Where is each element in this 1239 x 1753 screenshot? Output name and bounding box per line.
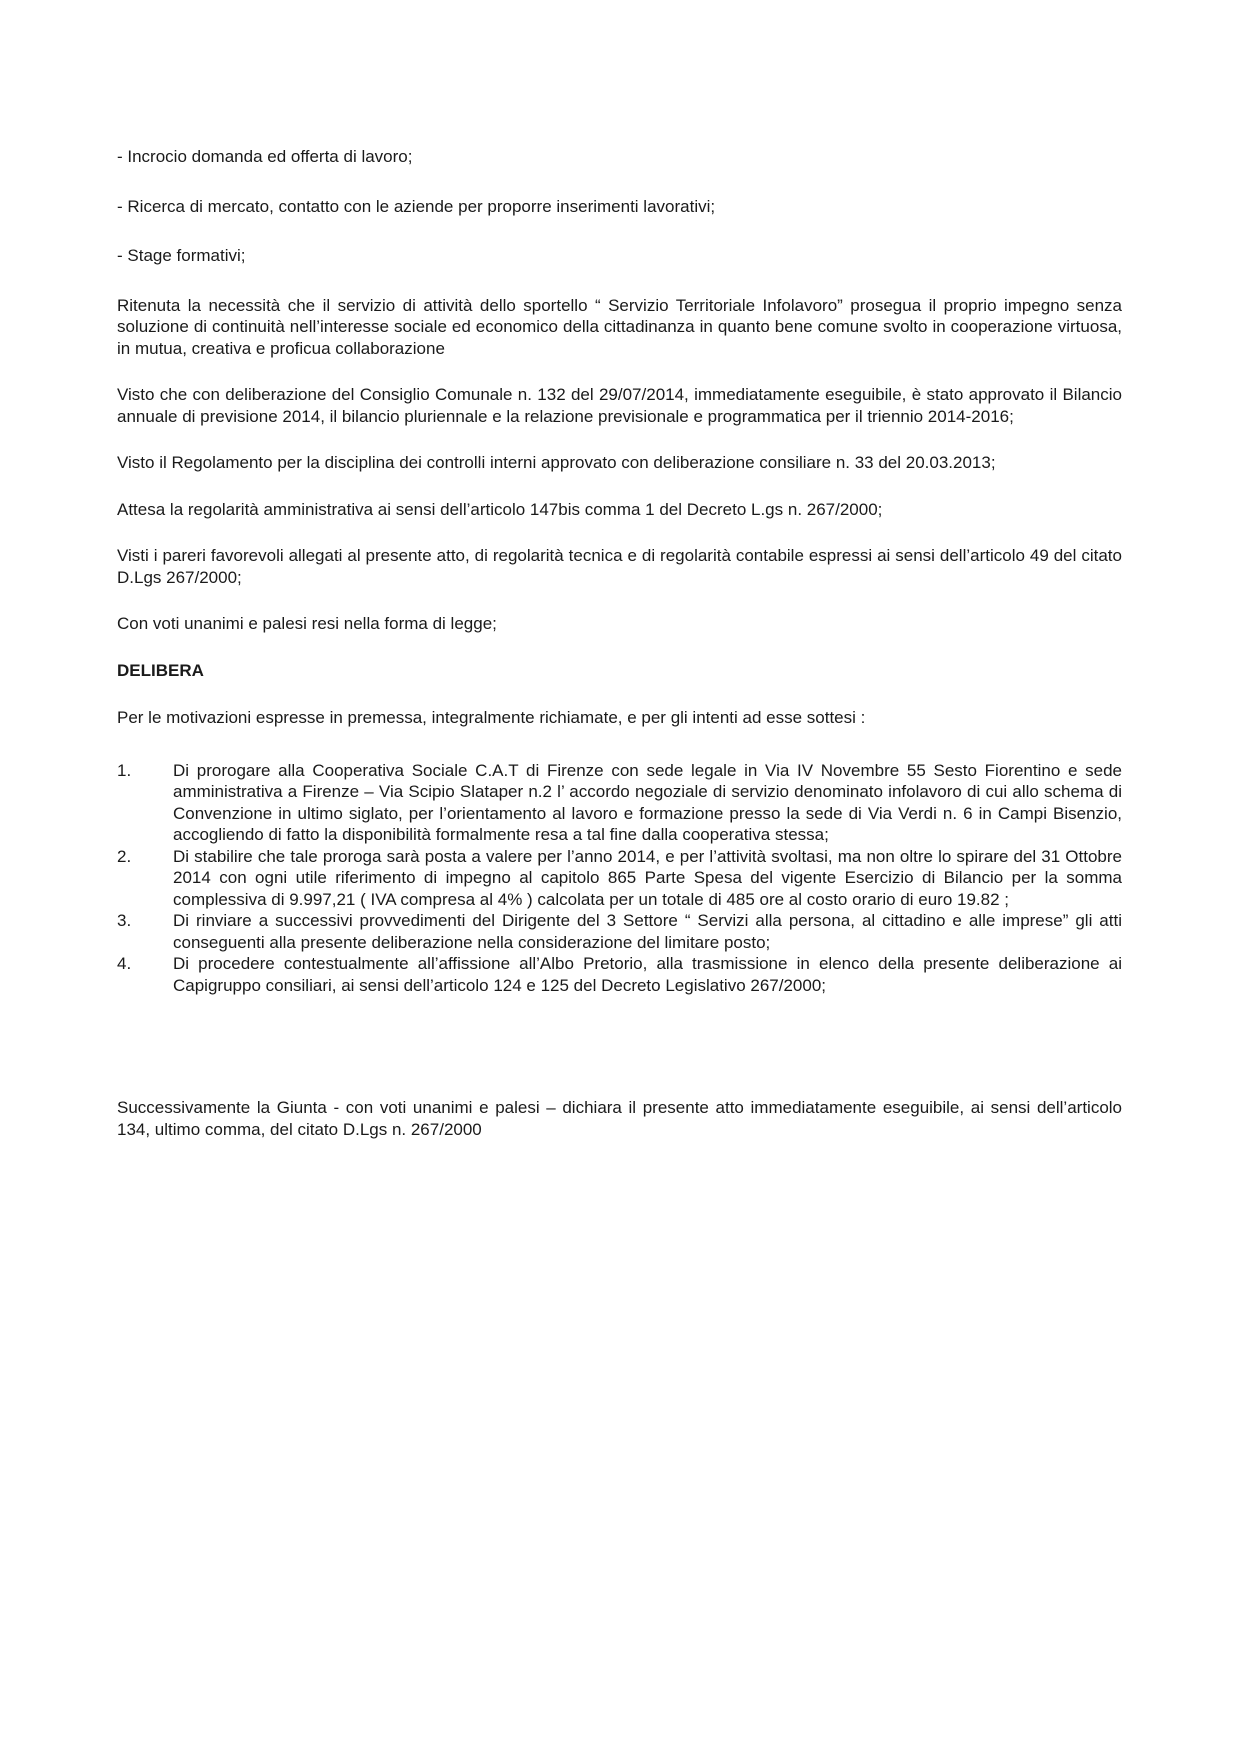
bullet-stage: - Stage formativi;	[117, 246, 246, 265]
list-item-number: 2.	[117, 846, 132, 866]
paragraph-visto-regolamento: Visto il Regolamento per la disciplina dei controlli interni approvato con deliberazione consiliare n. 33 del 20.03.2013;	[117, 453, 996, 472]
bullet-ricerca: - Ricerca di mercato, contatto con le aziende per proporre inserimenti lavorativi;	[117, 196, 716, 216]
list-item-number: 4.	[117, 954, 132, 973]
paragraph-intro: Per le motivazioni espresse in premessa, integralmente richiamate, e per gli intenti ad esse sottesi :	[117, 708, 866, 727]
paragraph-attesa: Attesa la regolarità amministrativa ai sensi dell’articolo 147bis comma 1 del Decreto L.gs n. 267/2000;	[117, 499, 883, 519]
paragraph-closing: Successivamente la Giunta - con voti unanimi e palesi – dichiara il presente atto immediatamente eseguibile, ai sensi dell’articolo 134, ultimo comma, del citato D.Lgs n. 267/2000	[117, 1098, 1122, 1139]
paragraph-ritenuta: Ritenuta la necessità che il servizio di attività dello sportello “ Servizio Territoriale Infolavoro” prosegua il proprio impegno senza soluzione di continuità nell’interesse sociale ed economico della cittadinanza in quanto bene comune svolto in cooperazione virtuosa, in mutua, creativa e proficua collaborazione	[117, 295, 1122, 358]
list-item-number: 3.	[117, 911, 132, 930]
delibera-list	[117, 760, 1122, 997]
list-item-text: Di stabilire che tale proroga sarà posta a valere per l’anno 2014, e per l’attività svoltasi, ma non oltre lo spirare del 31 Ottobre 2014 con ogni utile riferimento di impegno al capitolo 865 Parte Spesa del vigente Esercizio di Bilancio per la somma complessiva di 9.997,21 ( IVA compresa al 4% ) calcolata per un totale di 485 ore al costo orario di euro 19.82 ;	[173, 846, 1122, 909]
list-item-text: Di procedere contestualmente all’affissione all’Albo Pretorio, alla trasmissione in elenco della presente deliberazione ai Capigruppo consiliari, ai sensi dell’articolo 124 e 125 del Decreto Legislativo 267/2000;	[173, 954, 1122, 995]
list-item	[117, 760, 1122, 846]
bullet-incrocio: - Incrocio domanda ed offerta di lavoro;	[117, 147, 413, 166]
paragraph-visto-consiglio: Visto che con deliberazione del Consiglio Comunale n. 132 del 29/07/2014, immediatamente eseguibile, è stato approvato il Bilancio annuale di previsione 2014, il bilancio pluriennale e la relazione previsionale e programmatica per il triennio 2014-2016;	[117, 385, 1122, 426]
paragraph-con-voti: Con voti unanimi e palesi resi nella forma di legge;	[117, 614, 497, 633]
list-item-text: Di rinviare a successivi provvedimenti del Dirigente del 3 Settore “ Servizi alla persona, al cittadino e alle imprese” gli atti conseguenti alla presente deliberazione nella considerazione del limitare posto;	[173, 911, 1122, 952]
paragraph-visti-pareri: Visti i pareri favorevoli allegati al presente atto, di regolarità tecnica e di regolarità contabile espressi ai sensi dell’articolo 49 del citato D.Lgs 267/2000;	[117, 546, 1122, 587]
list-item	[117, 846, 1122, 911]
document-body	[117, 146, 1122, 1140]
list-item	[117, 953, 1122, 996]
list-item-text: Di prorogare alla Cooperativa Sociale C.A.T di Firenze con sede legale in Via IV Novembre 55 Sesto Fiorentino e sede amministrativa a Firenze – Via Scipio Slataper n.2 l’ accordo negoziale di servizio denominato infolavoro di cui allo schema di Convenzione in ultimo siglato, per l’orientamento al lavoro e formazione presso la sede di Via Verdi n. 6 in Campi Bisenzio, accogliendo di fatto la disponibilità formalmente resa a tal fine dalla cooperativa stessa;	[173, 760, 1122, 844]
list-item-number: 1.	[117, 760, 132, 780]
heading-delibera: DELIBERA	[117, 660, 204, 680]
list-item	[117, 910, 1122, 953]
